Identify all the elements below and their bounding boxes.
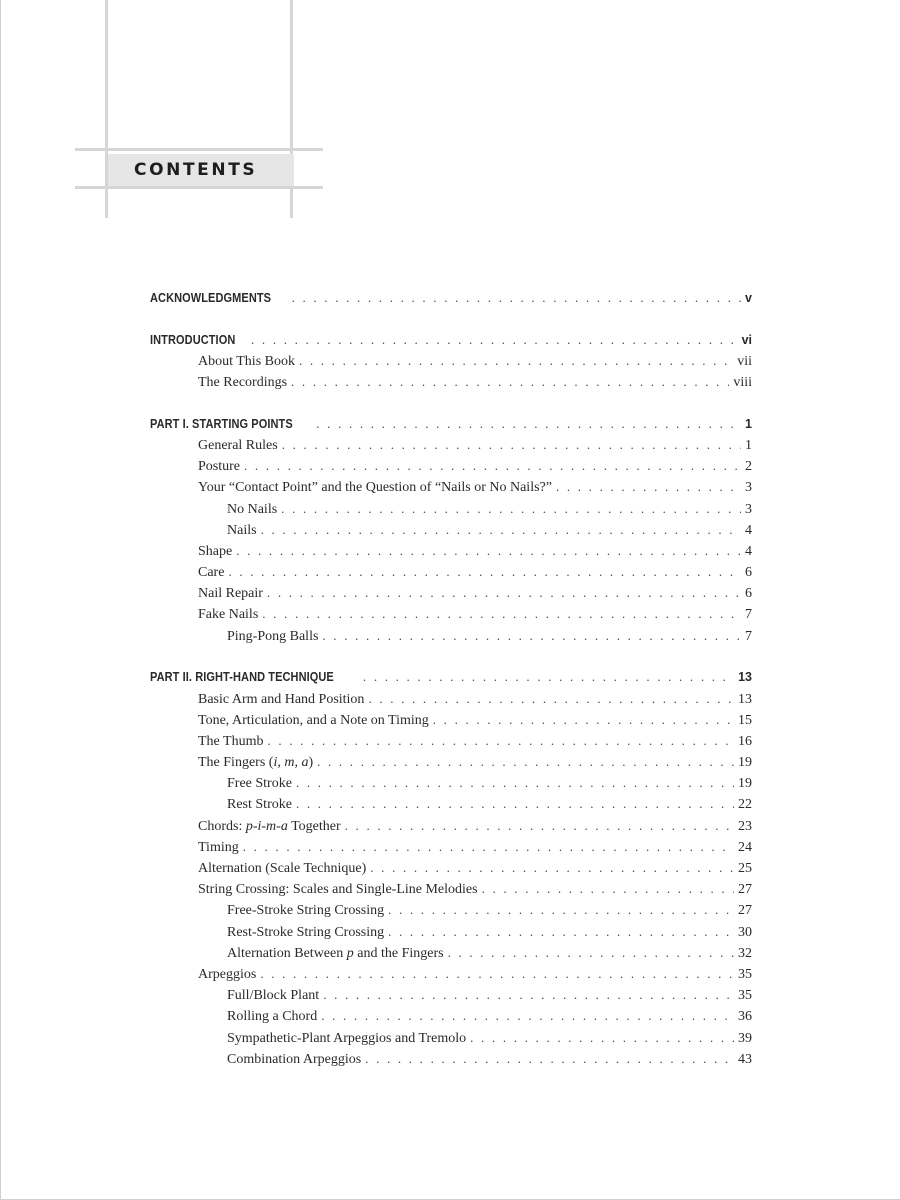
toc-entry-title-italic: p-i-m-a: [245, 818, 288, 834]
toc-entry-title: [198, 604, 258, 625]
toc-page-number: 2: [745, 459, 752, 475]
toc-entry-title-text: String Crossing: Scales and Single-Line Melodies: [198, 882, 478, 898]
dot-leader: [292, 287, 741, 308]
dot-leader: [281, 498, 741, 519]
toc-entry-title-after: and the Fingers: [353, 945, 444, 961]
dot-leader: [228, 561, 741, 582]
dot-leader: [433, 709, 734, 730]
toc-entry-title-text: Arpeggios: [198, 966, 257, 982]
toc-entry-title: [198, 858, 366, 879]
dot-leader: [345, 815, 734, 836]
dot-leader: [251, 329, 738, 350]
toc-entry[interactable]: [150, 688, 752, 709]
toc-entry[interactable]: [150, 942, 752, 963]
dot-leader: [299, 350, 733, 371]
toc-entry[interactable]: [150, 434, 752, 455]
toc-entry-title: [198, 879, 478, 900]
dot-leader: [368, 688, 734, 709]
dot-leader: [363, 666, 734, 687]
dot-leader: [291, 371, 729, 392]
toc-entry-title-text: Posture: [198, 459, 240, 475]
toc-page-number: 23: [738, 818, 752, 834]
toc-entry-title: [198, 456, 240, 477]
dot-leader: [262, 603, 741, 624]
toc-entry-title: [227, 1049, 361, 1070]
dot-leader: [388, 921, 734, 942]
toc-entry-title: [198, 710, 429, 731]
toc-page-number: 3: [745, 480, 752, 496]
toc-entry[interactable]: [150, 371, 752, 392]
toc-page-number: 27: [738, 882, 752, 898]
toc-entry[interactable]: [150, 1048, 752, 1069]
toc-entry[interactable]: [150, 625, 752, 646]
toc-page-number: 13: [738, 691, 752, 707]
toc-page-number: 6: [745, 565, 752, 581]
toc-entry[interactable]: [150, 498, 752, 519]
toc-entry-title-text: Full/Block Plant: [227, 988, 320, 1004]
toc-page-number: 4: [745, 522, 752, 538]
toc-page-number: 1: [745, 416, 752, 431]
toc-entry-title: [150, 667, 334, 688]
toc-entry[interactable]: [150, 772, 752, 793]
toc-page-number: 15: [738, 712, 752, 728]
toc-entry-title-text: The Thumb: [198, 733, 264, 749]
toc-entry-title: [198, 816, 341, 837]
dot-leader: [321, 1005, 734, 1026]
dot-leader: [267, 730, 734, 751]
toc-page-number: viii: [733, 375, 752, 391]
toc-page-number: 30: [738, 924, 752, 940]
toc-entry[interactable]: [150, 921, 752, 942]
dot-leader: [322, 625, 741, 646]
toc-page-number: 36: [738, 1009, 752, 1025]
toc-page-number: 35: [738, 966, 752, 982]
toc-entry-title: [227, 1028, 466, 1049]
toc-entry-title: [198, 351, 295, 372]
toc-page-number: 24: [738, 839, 752, 855]
dot-leader: [482, 878, 734, 899]
toc-entry[interactable]: [150, 751, 752, 772]
toc-entry-title-text: ACKNOWLEDGMENTS: [150, 291, 272, 305]
dot-leader: [267, 582, 741, 603]
toc-page-number: vii: [737, 353, 752, 369]
toc-entry-title-text: PART II. RIGHT-HAND TECHNIQUE: [150, 670, 334, 685]
toc-page-number: 7: [745, 607, 752, 623]
toc-entry[interactable]: [150, 455, 752, 476]
toc-entry-title-text: Fake Nails: [198, 607, 259, 623]
dot-leader: [261, 519, 741, 540]
toc-entry-title: [227, 985, 319, 1006]
dot-leader: [448, 942, 734, 963]
toc-entry-title-text: Chords:: [198, 818, 246, 834]
toc-part-heading[interactable]: [150, 287, 752, 308]
toc-entry[interactable]: [150, 561, 752, 582]
toc-entry-title-text: The Fingers (: [198, 755, 274, 771]
toc-entry-title-text: Ping-Pong Balls: [227, 628, 319, 644]
toc-entry-title-text: Rest Stroke: [227, 797, 292, 813]
toc-entry[interactable]: [150, 350, 752, 371]
toc-entry[interactable]: [150, 1027, 752, 1048]
toc-entry[interactable]: [150, 540, 752, 561]
toc-entry[interactable]: [150, 878, 752, 899]
toc-entry[interactable]: [150, 815, 752, 836]
toc-entry[interactable]: [150, 730, 752, 751]
toc-page-number: 39: [738, 1030, 752, 1046]
toc-entry-title-text: Basic Arm and Hand Position: [198, 691, 365, 707]
toc-entry-title: [198, 562, 224, 583]
toc-entry-title: [227, 773, 292, 794]
toc-entry[interactable]: [150, 476, 752, 497]
toc-entry-title-after: ): [308, 755, 314, 771]
toc-entry-title-text: Free Stroke: [227, 776, 292, 792]
toc-entry-title-text: PART I. STARTING POINTS: [150, 416, 293, 431]
toc-page-number: vi: [741, 332, 752, 347]
toc-entry[interactable]: [150, 582, 752, 603]
toc-page-number: 32: [738, 945, 752, 961]
dot-leader: [317, 751, 734, 772]
toc-entry-title: [198, 583, 263, 604]
toc-entry[interactable]: [150, 793, 752, 814]
dot-leader: [323, 984, 734, 1005]
dot-leader: [388, 899, 734, 920]
toc-entry[interactable]: [150, 963, 752, 984]
toc-page-number: 25: [738, 861, 752, 876]
toc-page-number: 27: [738, 903, 752, 919]
toc-entry-title-text: About This Book: [198, 353, 295, 369]
toc-entry-title-text: Shape: [198, 543, 233, 559]
toc-entry-title-text: Free-Stroke String Crossing: [227, 903, 385, 919]
toc-entry-title: [198, 837, 239, 858]
toc-entry-title: [227, 794, 292, 815]
toc-entry-title-text: No Nails: [227, 501, 278, 517]
dot-leader: [365, 1048, 734, 1069]
toc-section: [150, 287, 752, 308]
toc-entry-title-text: Rest-Stroke String Crossing: [227, 924, 385, 940]
toc-page-number: v: [745, 291, 752, 305]
dot-leader: [243, 836, 734, 857]
toc-entry-title: [150, 414, 293, 435]
toc-entry-title: [198, 435, 278, 456]
page-title: CONTENTS: [134, 160, 258, 180]
dot-leader: [470, 1027, 734, 1048]
toc-page-number: 22: [738, 797, 752, 813]
toc-page-number: 35: [738, 988, 752, 1004]
toc-entry-title-text: Tone, Articulation, and a Note on Timing: [198, 712, 429, 728]
toc-entry-title: [150, 288, 271, 309]
dot-leader: [244, 455, 741, 476]
toc-entry-title-text: The Recordings: [198, 375, 288, 391]
toc-entry-title-text: Nails: [227, 522, 257, 538]
toc-entry-title: [198, 372, 287, 393]
toc-page-number: 7: [745, 628, 752, 644]
toc-entry-title: [227, 626, 318, 647]
toc-entry-title-text: Sympathetic-Plant Arpeggios and Tremolo: [227, 1030, 467, 1046]
toc-section: [150, 666, 752, 1069]
toc-page-number: 43: [738, 1051, 752, 1067]
toc-entry-title-text: Alternation (Scale Technique): [198, 861, 367, 876]
toc-page-number: 3: [745, 501, 752, 517]
toc-part-heading[interactable]: [150, 413, 752, 434]
toc-page-number: 19: [738, 755, 752, 771]
toc-entry-title: [227, 520, 257, 541]
toc-entry-title-text: General Rules: [198, 437, 278, 453]
heading-frame-top-rule: [75, 148, 323, 151]
toc-entry-title-text: Rolling a Chord: [227, 1009, 318, 1025]
toc-entry[interactable]: [150, 709, 752, 730]
toc-page-number: 16: [738, 733, 752, 749]
toc-entry[interactable]: [150, 603, 752, 624]
dot-leader: [370, 857, 734, 878]
toc-entry-title: [198, 541, 232, 562]
toc-entry[interactable]: [150, 1005, 752, 1026]
toc-entry-title: [198, 689, 364, 710]
toc-page-number: 6: [745, 586, 752, 602]
toc-entry[interactable]: [150, 984, 752, 1005]
toc-entry-title-text: INTRODUCTION: [150, 332, 236, 347]
dot-leader: [260, 963, 734, 984]
toc-entry[interactable]: [150, 836, 752, 857]
toc-part-heading[interactable]: [150, 329, 752, 350]
toc-entry[interactable]: [150, 519, 752, 540]
dot-leader: [556, 476, 741, 497]
toc-entry-title-text: Nail Repair: [198, 586, 263, 602]
toc-entry-title: [227, 943, 444, 964]
toc-entry-title-italic: p: [346, 945, 354, 961]
toc-entry-title-text: Combination Arpeggios: [227, 1051, 362, 1067]
toc-entry-title: [227, 499, 277, 520]
dot-leader: [296, 772, 734, 793]
toc-entry-title: [227, 1006, 317, 1027]
toc-page-number: 13: [738, 670, 752, 685]
toc-entry[interactable]: [150, 857, 752, 878]
toc-part-heading[interactable]: [150, 666, 752, 687]
toc-entry-title: [198, 477, 552, 498]
toc-page-number: 1: [745, 437, 752, 453]
heading-frame-bottom-rule: [75, 186, 323, 189]
toc-entry-title: [198, 964, 256, 985]
toc-entry-title-text: Alternation Between: [227, 945, 347, 961]
toc-entry-title: [198, 731, 263, 752]
toc-entry-title-text: Care: [198, 565, 225, 581]
toc-entry-title: [227, 922, 384, 943]
dot-leader: [316, 413, 741, 434]
dot-leader: [282, 434, 741, 455]
toc-entry-title: [150, 330, 235, 351]
toc-section: [150, 329, 752, 393]
dot-leader: [236, 540, 741, 561]
toc-entry[interactable]: [150, 899, 752, 920]
toc-section: [150, 413, 752, 646]
toc-page-number: 19: [738, 776, 752, 792]
toc-entry-title-text: Timing: [198, 839, 239, 855]
toc-entry-title-italic: i, m, a: [273, 755, 309, 771]
dot-leader: [296, 793, 734, 814]
toc-page-number: 4: [745, 543, 752, 559]
toc-entry-title: [198, 752, 313, 773]
toc-entry-title-after: Together: [287, 818, 341, 834]
table-of-contents: [150, 287, 752, 1069]
toc-entry-title-text: Your “Contact Point” and the Question of “Nails or No Nails?”: [198, 480, 552, 496]
toc-entry-title: [227, 900, 384, 921]
